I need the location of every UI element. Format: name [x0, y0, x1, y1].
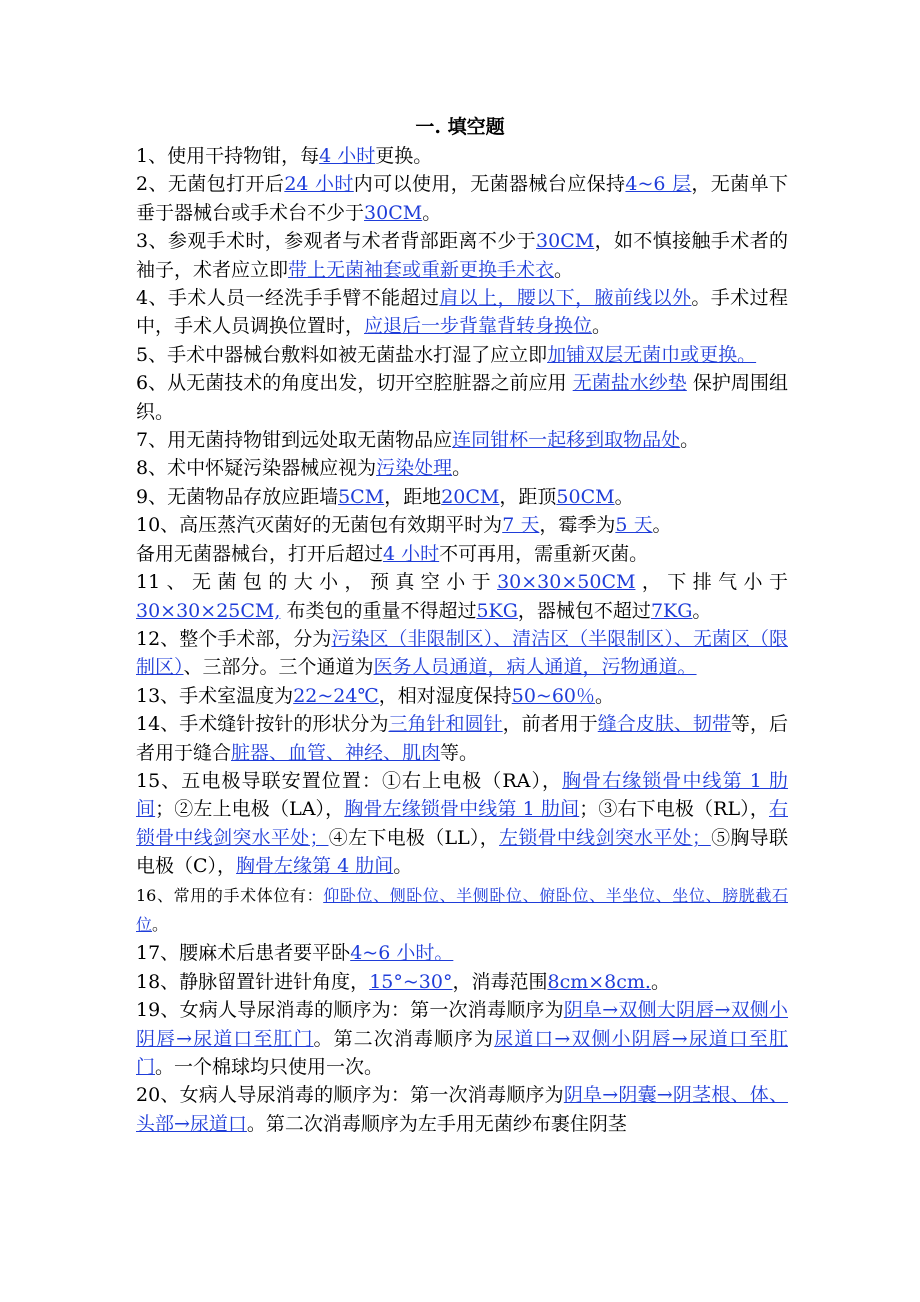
answer-blank: 4 小时 — [319, 145, 376, 167]
question-item — [136, 511, 788, 539]
answer-blank: 30×30×50CM — [497, 571, 636, 594]
answer-blank: 污染处理 — [376, 457, 453, 480]
question-text: 15、五电极导联安置位置：①右上电极（RA）， — [136, 769, 563, 792]
answer-blank: 22~24℃ — [293, 684, 379, 707]
answer-blank: 肩以上，腰以下，腋前线以外 — [439, 287, 692, 310]
question-item — [136, 710, 788, 767]
question-text: 。 — [592, 315, 612, 338]
question-text: 9、无菌物品存放应距墙 — [136, 485, 339, 508]
answer-blank: 加铺双层无菌巾或更换。 — [547, 343, 757, 366]
question-item — [136, 284, 788, 341]
question-text: 备用无菌器械台，打开后超过 — [136, 542, 384, 565]
answer-blank: 8cm×8cm. — [547, 970, 651, 993]
answer-blank: 连同钳杯一起移到取物品处 — [452, 429, 681, 452]
answer-blank: 30CM — [536, 230, 595, 253]
question-text: 6、从无菌技术的角度出发，切开空腔脏器之前应用 — [136, 372, 573, 395]
answer-blank: 5CM — [338, 485, 385, 508]
question-item — [136, 568, 788, 625]
question-text: 1、使用干持物钳，每 — [136, 145, 320, 167]
question-text: ，如不慎接触手术者的袖子，术者应立即 — [136, 230, 788, 281]
question-item — [136, 625, 788, 682]
question-text: ④左下电极（LL）， — [328, 826, 500, 849]
question-text: ；②左上电极（LA）， — [155, 798, 345, 821]
answer-blank: 仰卧位、侧卧位、半侧卧位、俯卧位、半坐位、坐位、膀胱截石位 — [136, 885, 788, 934]
answer-blank: 5KG — [476, 599, 518, 622]
question-text: 7、用无菌持物钳到远处取无菌物品应 — [136, 429, 453, 452]
question-text: 。第二次消毒顺序为 — [313, 1027, 495, 1050]
question-text: ，相对湿度保持 — [378, 684, 512, 707]
answer-blank: 4~6 层 — [625, 173, 692, 196]
answer-blank: 阴阜→阴囊→阴茎根、体、头部→尿道口 — [136, 1084, 788, 1135]
question-text: 4、手术人员一经洗手手臂不能超过 — [136, 287, 440, 310]
answer-blank: 尿道口→双侧小阴唇→尿道口至肛门 — [136, 1027, 788, 1078]
question-text: ，距地 — [384, 485, 442, 508]
question-text: ，下排气小于 — [635, 571, 788, 594]
question-text: ；③右下电极（RL）， — [579, 798, 769, 821]
question-item — [136, 682, 788, 710]
answer-blank: 缝合皮肤、韧带 — [597, 713, 731, 736]
answer-blank: 无菌盐水纱垫 — [572, 372, 687, 395]
answer-blank: 7 天 — [502, 514, 540, 537]
question-item — [136, 483, 788, 511]
question-text: 保护周围组织。 — [136, 372, 788, 423]
question-item — [136, 341, 788, 369]
question-text: 。 — [554, 258, 574, 281]
answer-blank: 污染区（非限制区）、清洁区（半限制区）、无菌区（限制区） — [136, 627, 788, 679]
question-text: 。 — [614, 485, 634, 508]
question-item — [136, 170, 788, 227]
answer-blank: 阴阜→双侧大阴唇→双侧小阴唇→尿道口至肛门 — [136, 999, 788, 1050]
answer-blank: 15°~30° — [369, 970, 453, 993]
answer-blank: 20CM — [441, 485, 500, 508]
question-text: 13、手术室温度为 — [136, 684, 294, 707]
answer-blank: 脏器、血管、神经、肌肉 — [231, 741, 441, 764]
question-text: 更换。 — [375, 145, 433, 167]
answer-blank: 带上无菌袖套或重新更换手术衣 — [288, 258, 555, 281]
question-list — [136, 142, 788, 1138]
question-text: ，前者用于 — [502, 713, 598, 736]
question-text: ，器械包不超过 — [517, 599, 651, 622]
question-text: 5、手术中器械台敷料如被无菌盐水打湿了应立即 — [136, 343, 548, 366]
question-text: 11、无菌包的大小，预真空小于 — [136, 571, 498, 594]
answer-blank: 医务人员通道，病人通道，污物通道。 — [373, 656, 697, 679]
answer-blank: 7KG — [650, 599, 693, 622]
answer-blank: 5 天 — [615, 514, 653, 537]
question-item — [136, 767, 788, 881]
answer-blank: 30CM — [364, 201, 423, 224]
page-title: 一. 填空题 — [415, 116, 505, 138]
answer-blank: 胸骨左缘第 4 肋间 — [236, 855, 394, 878]
question-text: 等。 — [440, 741, 479, 764]
question-text: 18、静脉留置针进针角度， — [136, 970, 370, 993]
question-item — [136, 939, 788, 967]
question-text: 。 — [152, 914, 169, 934]
question-text: 。 — [452, 457, 472, 480]
question-text: 内可以使用，无菌器械台应保持 — [353, 173, 626, 196]
question-item — [136, 369, 788, 426]
answer-blank: 50~60％ — [511, 684, 596, 707]
question-text: 12、整个手术部，分为 — [136, 627, 332, 650]
question-text: 20、女病人导尿消毒的顺序为：第一次消毒顺序为 — [136, 1084, 564, 1107]
question-text: 不可再用，需重新灭菌。 — [439, 542, 649, 565]
answer-blank: 应退后一步背靠背转身换位 — [364, 315, 593, 338]
answer-blank: 30×30×25CM, — [136, 599, 281, 622]
question-text: 8、术中怀疑污染器械应视为 — [136, 457, 377, 480]
question-text: 布类包的重量不得超过 — [280, 599, 477, 622]
answer-blank: 胸骨左缘锁骨中线第 1 肋间 — [344, 798, 580, 821]
question-text: 10、高压蒸汽灭菌好的无菌包有效期平时为 — [136, 514, 503, 537]
question-text: ，霉季为 — [539, 514, 616, 537]
question-text: 、三部分。三个通道为 — [183, 656, 374, 679]
question-text: ，消毒范围 — [452, 970, 548, 993]
question-text: 2、无菌包打开后 — [136, 173, 285, 196]
question-text: 14、手术缝针按针的形状分为 — [136, 713, 389, 736]
question-text: 。一个棉球均只使用一次。 — [155, 1056, 384, 1078]
question-item — [136, 968, 788, 996]
question-text: 。 — [650, 970, 670, 993]
question-text: 。 — [680, 429, 700, 452]
question-text: 。 — [422, 201, 442, 224]
question-text: 。 — [595, 684, 615, 707]
answer-blank: 三角针和圆针 — [388, 713, 503, 736]
question-text: ⑤胸导联电极（C）， — [136, 826, 788, 878]
question-item — [136, 142, 788, 170]
answer-blank: 4~6 小时。 — [350, 942, 454, 965]
question-item — [136, 426, 788, 454]
answer-blank: 24 小时 — [284, 173, 354, 196]
question-text: 等，后者用于缝合 — [136, 713, 788, 764]
answer-blank: 4 小时 — [383, 542, 440, 565]
question-item — [136, 881, 788, 940]
question-text: 。 — [393, 855, 413, 878]
question-text: ，距顶 — [499, 485, 557, 508]
question-text: 16、常用的手术体位有： — [136, 885, 324, 905]
question-text: 。 — [692, 599, 712, 622]
question-text: ，无菌单下垂于器械台或手术台不少于 — [136, 173, 788, 224]
question-item — [136, 996, 788, 1081]
question-text: 3、参观手术时，参观者与术者背部距离不少于 — [136, 230, 537, 253]
question-text: 17、腰麻术后患者要平卧 — [136, 942, 351, 965]
answer-blank: 右锁骨中线剑突水平处； — [136, 798, 788, 849]
question-item — [136, 540, 788, 568]
question-item — [136, 227, 788, 284]
answer-blank: 50CM — [556, 485, 615, 508]
question-text: 。第二次消毒顺序为左手用无菌纱布裹住阴茎 — [246, 1112, 627, 1135]
question-text: 。 — [652, 514, 672, 537]
question-text: 19、女病人导尿消毒的顺序为：第一次消毒顺序为 — [136, 999, 564, 1022]
answer-blank: 胸骨右缘锁骨中线第 1 肋间 — [136, 769, 788, 821]
question-item — [136, 454, 788, 482]
question-item — [136, 1081, 788, 1138]
answer-blank: 左锁骨中线剑突水平处； — [499, 826, 711, 849]
question-text: 。手术过程中，手术人员调换位置时， — [136, 287, 788, 338]
